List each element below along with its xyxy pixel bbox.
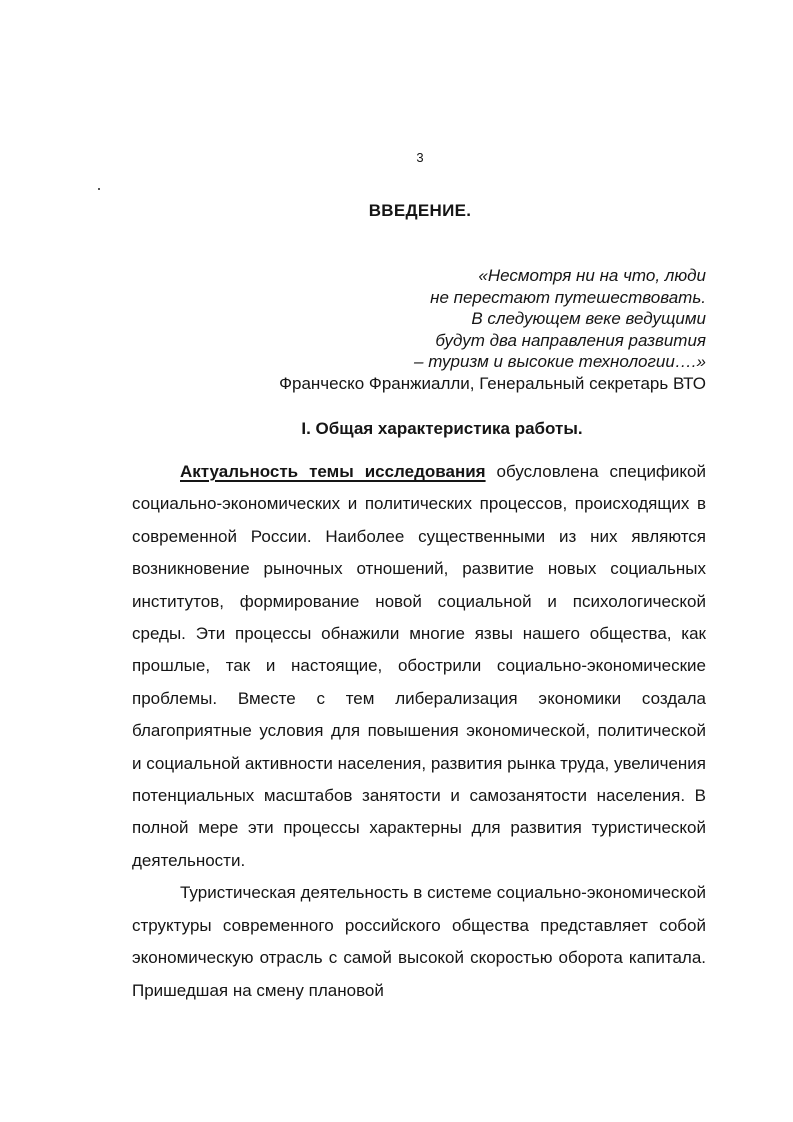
epigraph-line: В следующем веке ведущими: [471, 309, 706, 329]
epigraph-line: не перестают путешествовать.: [430, 287, 706, 307]
section-heading: I. Общая характеристика работы.: [301, 419, 583, 438]
epigraph: [186, 265, 706, 395]
paragraph-relevance: [132, 456, 706, 877]
page-title: ВВЕДЕНИЕ.: [368, 201, 472, 220]
relevance-text: обусловлена спецификой социально-экономических и политических процессов, происходящих в современной России. Наиболее существенными из них являются возникновение рыночных отношений, развитие новых социальных институтов, формирование новой социальной и психологической среды. Эти процессы обнажили многие язвы нашего общества, как прошлые, так и настоящие, обострили социально-экономические проблемы. Вместе с тем либерализация экономики создала благоприятные условия для повышения экономической, политической и социальной активности населения, развития рынка труда, увеличения потенциальных масштабов занятости и самозанятости населения. В полной мере эти процессы характерны для развития туристической деятельности.: [132, 462, 706, 870]
relevance-lead: Актуальность темы исследования: [180, 462, 486, 481]
epigraph-line: – туризм и высокие технологии….»: [414, 352, 706, 372]
body-text: [132, 456, 706, 1007]
epigraph-attribution: Франческо Франжиалли, Генеральный секретарь ВТО: [279, 373, 706, 393]
epigraph-line: «Несмотря ни на что, люди: [478, 266, 706, 285]
epigraph-line: будут два направления развития: [435, 330, 706, 350]
margin-mark: [98, 188, 100, 190]
page-number: 3: [416, 150, 424, 165]
paragraph-tourism: Туристическая деятельность в системе социально-экономической структуры современного российского общества представляет собой экономическую отрасль с самой высокой скоростью оборота капитала. Пришедшая на смену плановой: [132, 883, 706, 1000]
